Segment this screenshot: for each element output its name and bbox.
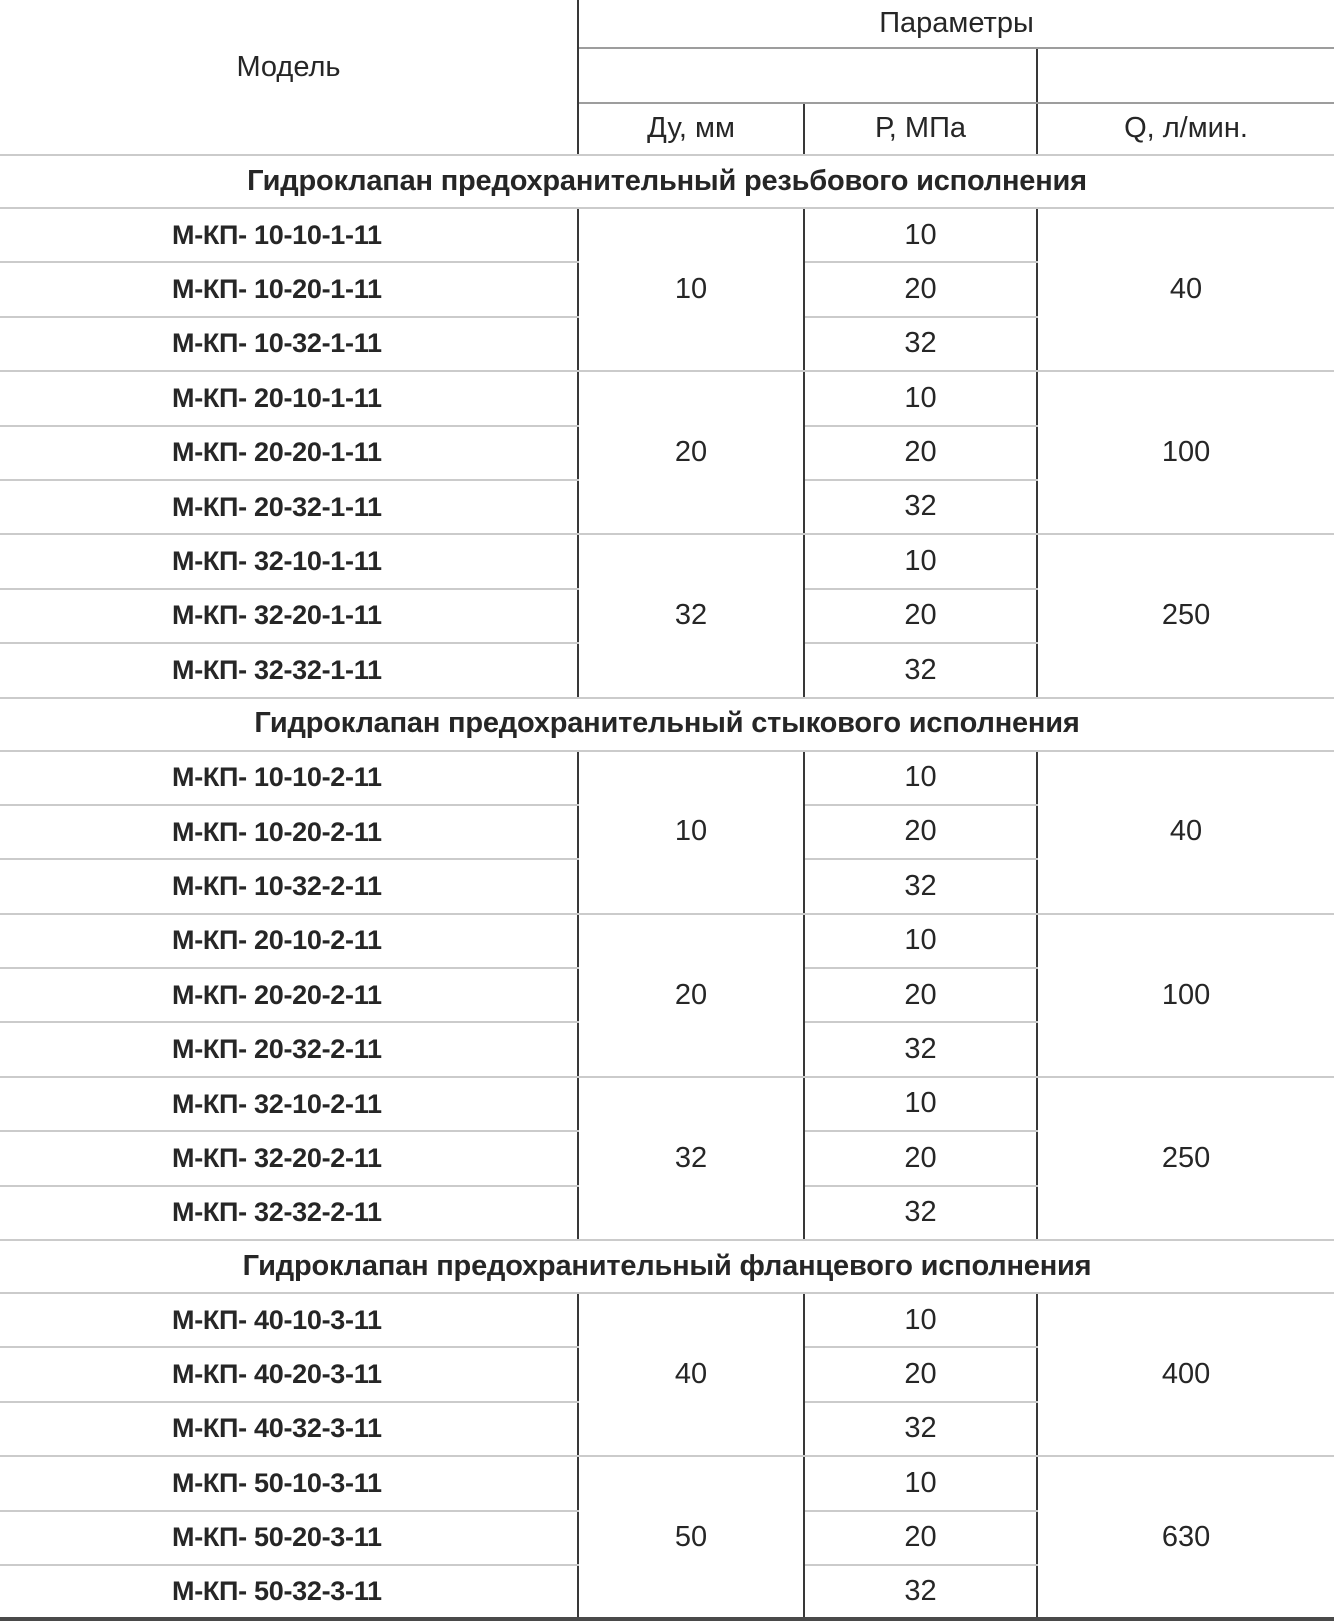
table-row — [0, 751, 1334, 805]
p-value-cell: 10 — [804, 751, 1037, 805]
header-spacer-du-p — [578, 48, 1037, 103]
p-value-cell: 32 — [804, 480, 1037, 534]
column-header-q: Q, л/мин. — [1037, 103, 1334, 155]
p-value-cell: 20 — [804, 426, 1037, 480]
p-value-cell: 20 — [804, 1347, 1037, 1401]
q-value-cell: 630 — [1037, 1456, 1334, 1619]
model-cell: М-КП- 10-32-1-11 — [0, 317, 578, 371]
table-row — [0, 208, 1334, 262]
section-title: Гидроклапан предохранительный резьбового исполнения — [0, 155, 1334, 208]
p-value-cell: 32 — [804, 1402, 1037, 1456]
table-row — [0, 1077, 1334, 1131]
du-value-cell: 20 — [578, 914, 804, 1077]
section-title: Гидроклапан предохранительный фланцевого исполнения — [0, 1240, 1334, 1293]
q-value-cell: 100 — [1037, 914, 1334, 1077]
du-value-cell: 50 — [578, 1456, 804, 1619]
p-value-cell: 10 — [804, 534, 1037, 588]
table-row — [0, 914, 1334, 968]
du-value-cell: 10 — [578, 208, 804, 371]
table-section — [0, 698, 1334, 1241]
p-value-cell: 32 — [804, 317, 1037, 371]
p-value-cell: 32 — [804, 1565, 1037, 1619]
model-cell: М-КП- 32-20-2-11 — [0, 1131, 578, 1185]
p-value-cell: 10 — [804, 914, 1037, 968]
model-cell: М-КП- 32-10-1-11 — [0, 534, 578, 588]
p-value-cell: 20 — [804, 1131, 1037, 1185]
q-value-cell: 40 — [1037, 751, 1334, 914]
model-cell: М-КП- 10-32-2-11 — [0, 859, 578, 913]
p-value-cell: 10 — [804, 1456, 1037, 1510]
header-row-top — [0, 0, 1334, 48]
q-value-cell: 250 — [1037, 1077, 1334, 1240]
p-value-cell: 10 — [804, 371, 1037, 425]
p-value-cell: 32 — [804, 1022, 1037, 1076]
model-cell: М-КП- 20-10-1-11 — [0, 371, 578, 425]
p-value-cell: 10 — [804, 1077, 1037, 1131]
section-title-row — [0, 698, 1334, 751]
model-cell: М-КП- 32-32-1-11 — [0, 643, 578, 697]
p-value-cell: 10 — [804, 1293, 1037, 1347]
section-title-row — [0, 155, 1334, 208]
q-value-cell: 250 — [1037, 534, 1334, 697]
column-header-model: Модель — [0, 0, 578, 155]
q-value-cell: 40 — [1037, 208, 1334, 371]
model-cell: М-КП- 10-10-1-11 — [0, 208, 578, 262]
column-header-p: Р, МПа — [804, 103, 1037, 155]
model-cell: М-КП- 20-32-1-11 — [0, 480, 578, 534]
model-cell: М-КП- 20-20-1-11 — [0, 426, 578, 480]
du-value-cell: 20 — [578, 371, 804, 534]
header-spacer-q — [1037, 48, 1334, 103]
model-cell: М-КП- 20-32-2-11 — [0, 1022, 578, 1076]
section-title: Гидроклапан предохранительный стыкового исполнения — [0, 698, 1334, 751]
table-header — [0, 0, 1334, 155]
model-cell: М-КП- 20-20-2-11 — [0, 968, 578, 1022]
model-cell: М-КП- 10-10-2-11 — [0, 751, 578, 805]
p-value-cell: 32 — [804, 859, 1037, 913]
model-cell: М-КП- 50-32-3-11 — [0, 1565, 578, 1619]
p-value-cell: 20 — [804, 1511, 1037, 1565]
model-cell: М-КП- 50-10-3-11 — [0, 1456, 578, 1510]
du-value-cell: 40 — [578, 1293, 804, 1456]
section-title-row — [0, 1240, 1334, 1293]
model-cell: М-КП- 40-32-3-11 — [0, 1402, 578, 1456]
model-cell: М-КП- 10-20-1-11 — [0, 262, 578, 316]
model-cell: М-КП- 40-20-3-11 — [0, 1347, 578, 1401]
p-value-cell: 32 — [804, 1186, 1037, 1240]
p-value-cell: 10 — [804, 208, 1037, 262]
model-cell: М-КП- 50-20-3-11 — [0, 1511, 578, 1565]
column-header-du: Ду, мм — [578, 103, 804, 155]
model-cell: М-КП- 40-10-3-11 — [0, 1293, 578, 1347]
q-value-cell: 100 — [1037, 371, 1334, 534]
model-cell: М-КП- 32-20-1-11 — [0, 589, 578, 643]
table-row — [0, 534, 1334, 588]
model-cell: М-КП- 10-20-2-11 — [0, 805, 578, 859]
model-cell: М-КП- 20-10-2-11 — [0, 914, 578, 968]
p-value-cell: 32 — [804, 643, 1037, 697]
du-value-cell: 10 — [578, 751, 804, 914]
model-cell: М-КП- 32-10-2-11 — [0, 1077, 578, 1131]
model-cell: М-КП- 32-32-2-11 — [0, 1186, 578, 1240]
q-value-cell: 400 — [1037, 1293, 1334, 1456]
p-value-cell: 20 — [804, 968, 1037, 1022]
p-value-cell: 20 — [804, 262, 1037, 316]
p-value-cell: 20 — [804, 589, 1037, 643]
column-header-params: Параметры — [578, 0, 1334, 48]
p-value-cell: 20 — [804, 805, 1037, 859]
du-value-cell: 32 — [578, 1077, 804, 1240]
table-row — [0, 1456, 1334, 1510]
table-section — [0, 1240, 1334, 1619]
table-row — [0, 371, 1334, 425]
table-row — [0, 1293, 1334, 1347]
table-section — [0, 155, 1334, 698]
du-value-cell: 32 — [578, 534, 804, 697]
